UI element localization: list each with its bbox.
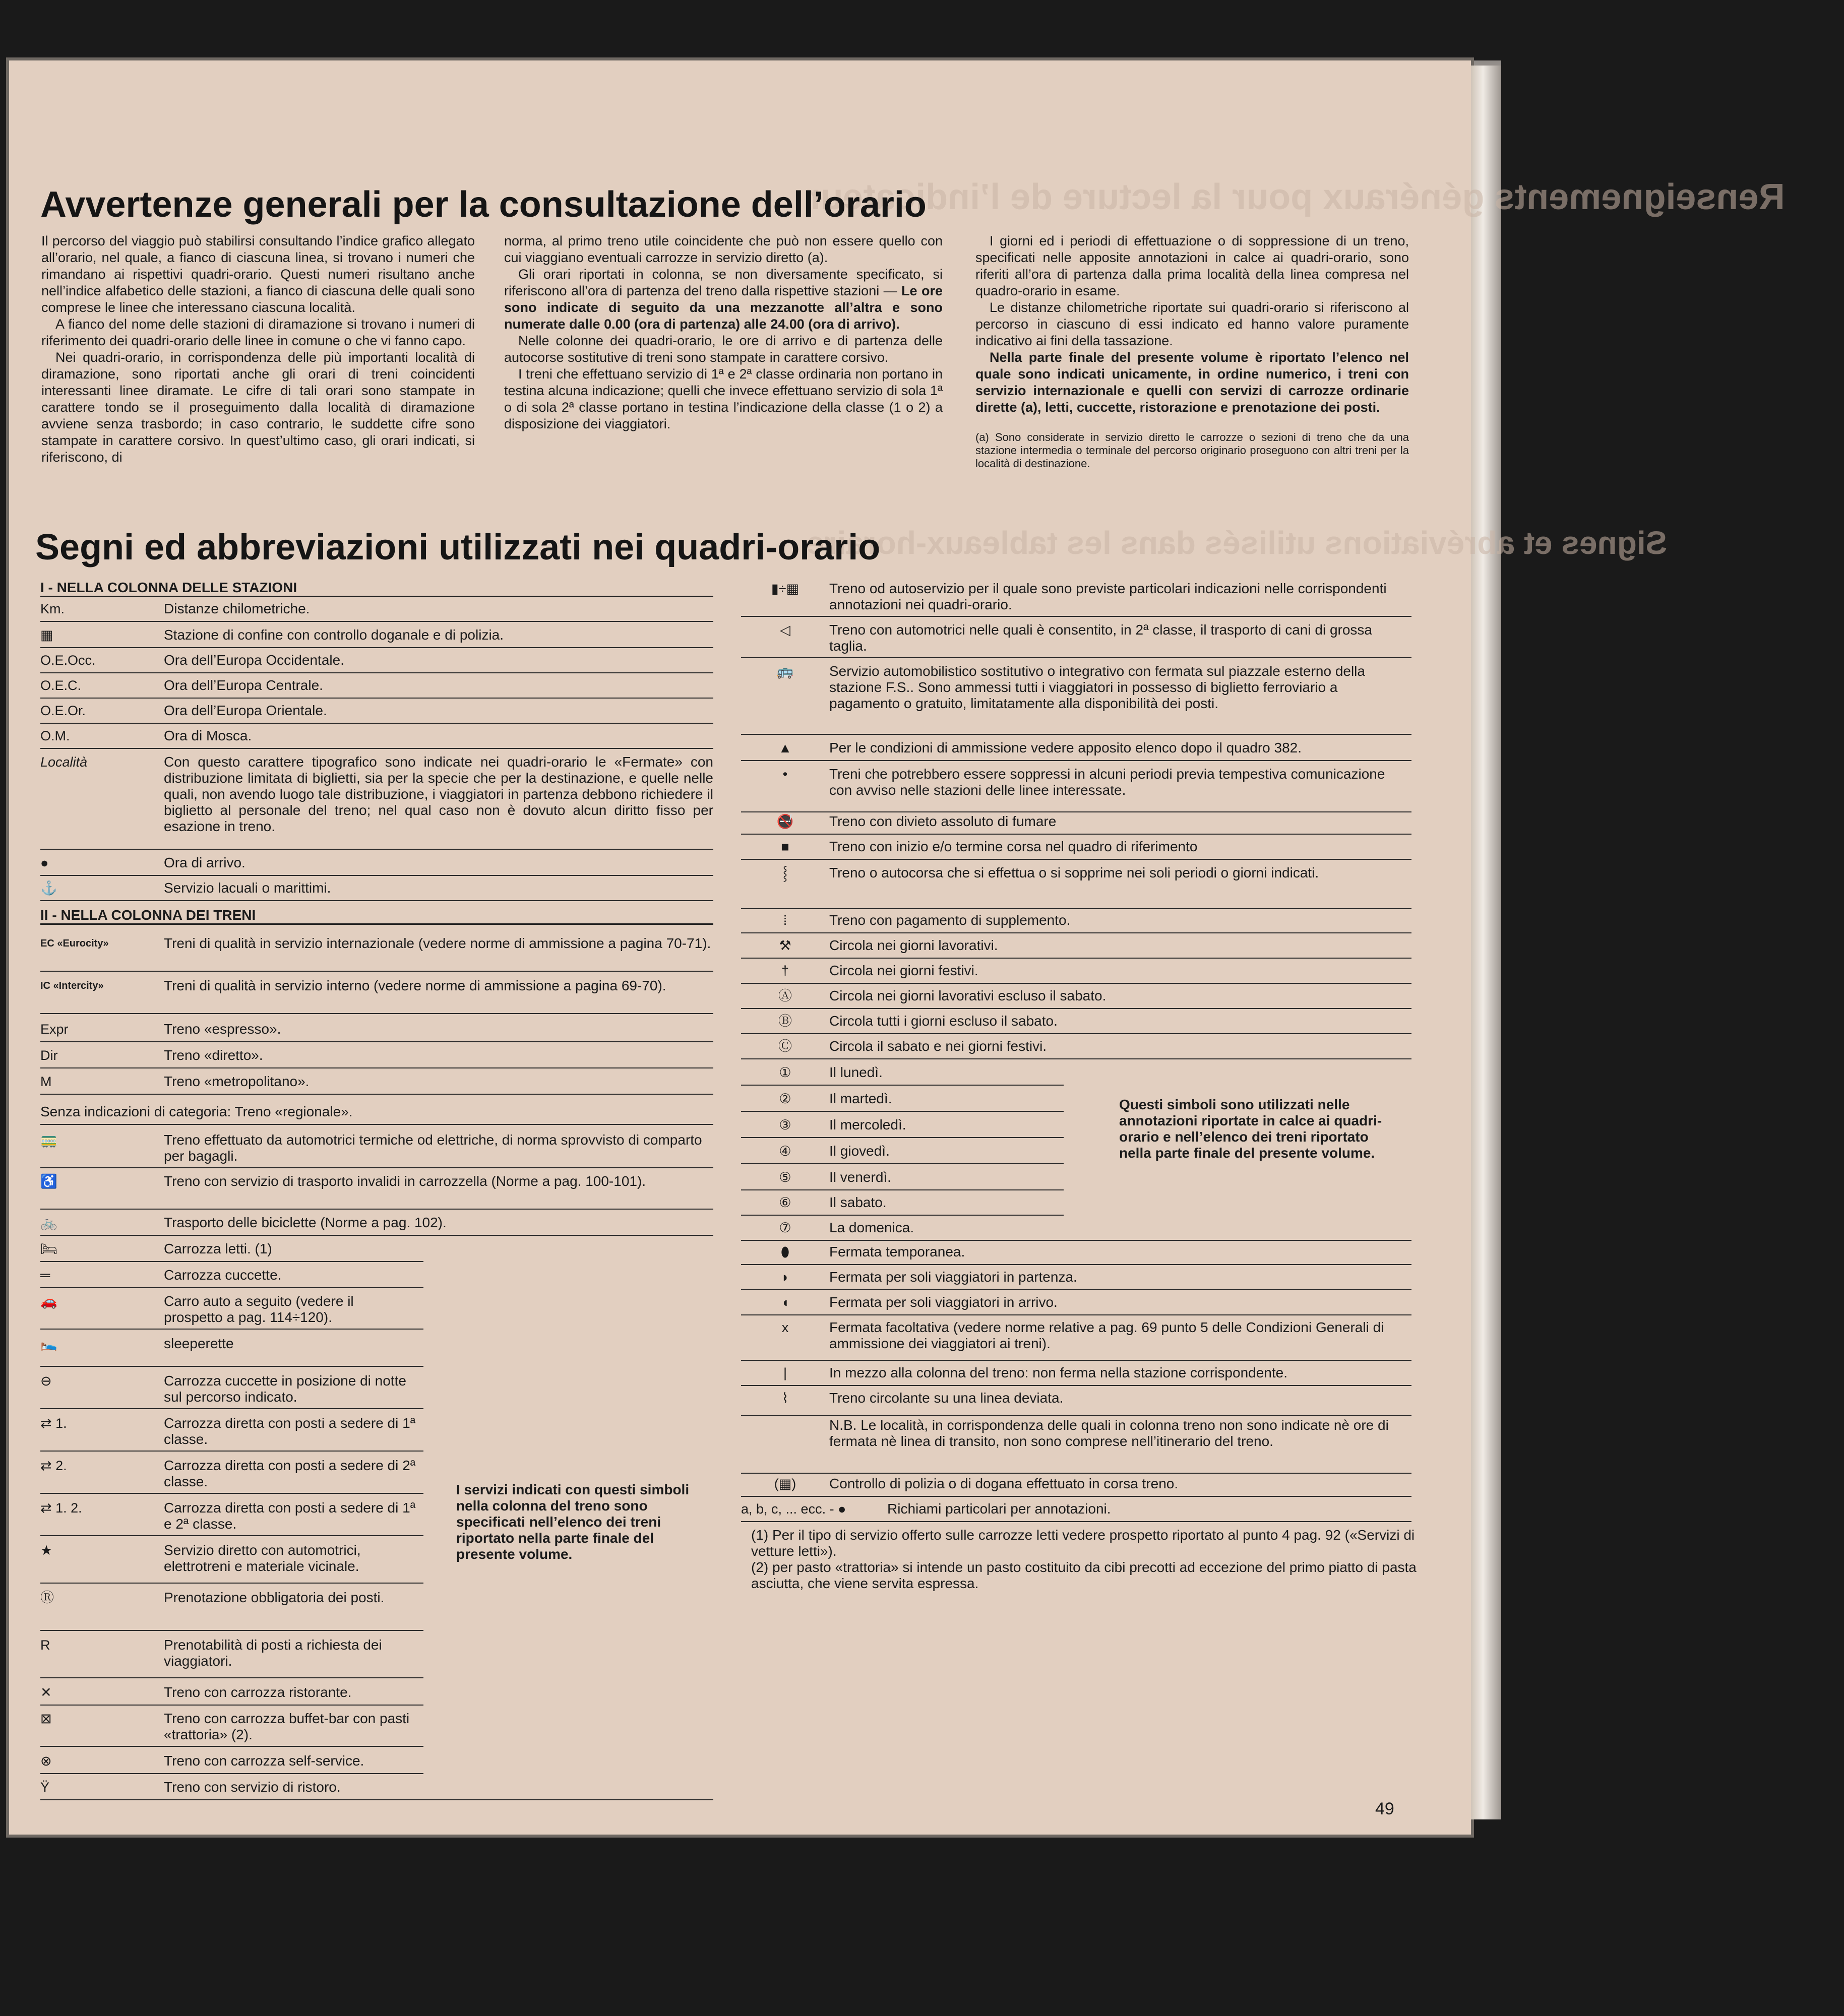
table-row: [40, 1415, 423, 1452]
table-row: [741, 963, 1411, 984]
intro-text: Gli orari riportati in colonna, se non diversamente specificato, si riferiscono all’ora di partenza del treno dalla rispettive stazioni —: [504, 267, 943, 298]
no-category-note: Senza indicazioni di categoria: Treno «regionale».: [40, 1104, 713, 1125]
optional-reservation-icon: R: [40, 1637, 50, 1653]
description: Fermata per soli viaggiatori in arrivo.: [829, 1294, 1058, 1310]
services-note: I servizi indicati con questi simboli nella colonna del treno sono specificati nell’elenco dei treni riportato nella parte finale del presente volume.: [456, 1482, 690, 1562]
description: Treni che potrebbero essere soppressi in alcuni periodi previa tempestiva comunicazione con avviso nelle stazioni delle linee interessate.: [829, 766, 1385, 798]
description: Carrozza diretta con posti a sedere di 2ª classe.: [164, 1458, 416, 1489]
symbol: O.E.C.: [40, 678, 82, 693]
description: In mezzo alla colonna del treno: non ferma nella stazione corrispondente.: [829, 1365, 1287, 1380]
table-row: [40, 1753, 423, 1774]
book-page-edge: [1471, 66, 1501, 1819]
circled-3-icon: ③: [779, 1117, 791, 1132]
description: Per le condizioni di ammissione vedere apposito elenco dopo il quadro 382.: [829, 740, 1302, 755]
intro-bold-text: Le ore sono indicate di seguito da una mezzanotte all’altra e sono numerate dalle 0.00 (ora di partenza) alle 24.00 (ora di arrivo).: [504, 283, 943, 332]
intro-column-3: [975, 233, 1409, 470]
table-row: [40, 978, 713, 1014]
description: Il giovedì.: [829, 1143, 890, 1159]
table-row: [40, 1684, 423, 1706]
description: Treno con automotrici nelle quali è consentito, in 2ª classe, il trasporto di cani di grossa taglia.: [829, 622, 1372, 654]
description: Circola tutti i giorni escluso il sabato.: [829, 1013, 1058, 1029]
table-row: [741, 1013, 1411, 1034]
temporary-stop-icon: ⬮: [781, 1244, 789, 1259]
footnotes: [751, 1527, 1417, 1592]
table-row: [741, 839, 1411, 860]
circled-5-icon: ⑤: [779, 1170, 791, 1185]
restaurant-icon: ✕: [40, 1685, 52, 1700]
table-row: [741, 937, 1411, 959]
bullet-icon: •: [782, 767, 788, 782]
bleed-through-title: Renseignements généraux pour la lecture de l’indicateur: [807, 177, 1785, 217]
table-row: [40, 1021, 713, 1042]
description: Treno con inizio e/o termine corsa nel quadro di riferimento: [829, 839, 1198, 854]
table-row: [40, 1711, 423, 1747]
description: Prenotazione obbligatoria dei posti.: [164, 1590, 385, 1605]
through-car-1st-icon: ⇄ 1.: [40, 1416, 67, 1431]
description: Circola nei giorni lavorativi escluso il sabato.: [829, 988, 1107, 1003]
description: Treno «espresso».: [164, 1021, 281, 1037]
description: Treno od autoservizio per il quale sono previste particolari indicazioni nelle corrispondenti annotazioni nei quadri-orario.: [829, 581, 1387, 612]
description: Treni di qualità in servizio interno (vedere norme di ammissione a pagina 69-70).: [164, 978, 666, 993]
table-row: [40, 880, 713, 901]
circled-b-icon: Ⓑ: [778, 1014, 792, 1029]
table-row: [40, 1779, 713, 1800]
circled-4-icon: ④: [779, 1144, 791, 1159]
intercity-icon: IC «Intercity»: [40, 980, 104, 991]
table-row: [741, 1476, 1411, 1497]
table-row: [741, 1269, 1411, 1290]
intro-paragraph: I treni che effettuano servizio di 1ª e 2ª classe ordinaria non portano in testina alcuna indicazione; quelli che invece effettuano servizio di sola 1ª o di sola 2ª classe portano in testina l’indicazione della classe (1 o 2) a disposizione dei viaggiatori.: [504, 366, 943, 431]
station-column-heading: I - NELLA COLONNA DELLE STAZIONI: [40, 580, 713, 597]
description: Ora dell’Europa Orientale.: [164, 703, 327, 718]
table-row: [741, 1038, 1411, 1059]
train-column-heading: II - NELLA COLONNA DEI TRENI: [40, 907, 713, 925]
description: Il martedì.: [829, 1091, 892, 1106]
description: Richiami particolari per annotazioni.: [887, 1501, 1111, 1517]
table-row: [40, 1267, 423, 1288]
optional-stop-icon: x: [781, 1320, 789, 1335]
table-row: [40, 1590, 423, 1631]
intro-footnote: (a) Sono considerate in servizio diretto le carrozze o sezioni di treno che da una stazione intermedia o terminale del percorso originario proseguono con altri treni per la località di destinazione.: [975, 431, 1409, 470]
table-row: [40, 677, 713, 699]
arrival-icon: ●: [40, 855, 49, 870]
description: Treno con servizio di trasporto invalidi in carrozzella (Norme a pag. 100-101).: [164, 1173, 646, 1189]
symbol: M: [40, 1074, 52, 1089]
circled-7-icon: ⑦: [779, 1220, 791, 1235]
table-row: [40, 1458, 423, 1494]
intro-paragraph: A fianco del nome delle stazioni di diramazione si trovano i numeri di riferimento dei quadri-orario delle linee in comune o che vi fanno capo.: [41, 317, 475, 348]
square-icon: ■: [781, 839, 789, 854]
arrival-stop-icon: ◖: [781, 1295, 789, 1310]
description: Trasporto delle biciclette (Norme a pag. 102).: [164, 1215, 447, 1230]
table-row: [741, 1091, 1064, 1112]
description: Treno con carrozza ristorante.: [164, 1684, 352, 1700]
reference-letters: a, b, c, ... ecc. - ●: [741, 1501, 846, 1517]
triangle-icon: ▲: [778, 740, 792, 755]
table-row: [40, 601, 713, 622]
table-row: [741, 813, 1411, 835]
table-row: [741, 1244, 1411, 1265]
customs-control-icon: (▦): [774, 1476, 796, 1491]
description: Treni di qualità in servizio internazionale (vedere norme di ammissione a pagina 70-71).: [164, 935, 711, 951]
description: Controllo di polizia o di dogana effettuato in corsa treno.: [829, 1476, 1179, 1491]
vertical-bar-icon: |: [783, 1365, 787, 1380]
section-title: Segni ed abbreviazioni utilizzati nei quadri-orario: [35, 527, 881, 568]
table-row: [40, 1373, 423, 1409]
description: Ora di Mosca.: [164, 728, 252, 743]
table-row: [741, 1365, 1411, 1386]
table-row: [40, 935, 713, 972]
description: Treno «metropolitano».: [164, 1074, 310, 1089]
symbols-note: Questi simboli sono utilizzati nelle annotazioni riportate in calce ai quadri-orario e nell’elenco dei treni riportato nella parte finale del presente volume.: [1119, 1097, 1382, 1161]
description: Ora dell’Europa Centrale.: [164, 677, 323, 693]
description: Carrozza cuccette in posizione di notte sul percorso indicato.: [164, 1373, 406, 1405]
table-row: [741, 1501, 1411, 1522]
table-row: [40, 1637, 423, 1678]
table-row: [40, 1542, 423, 1584]
description: Treno effettuato da automotrici termiche od elettriche, di norma sprovvisto di comparto per bagagli.: [164, 1132, 702, 1164]
circled-6-icon: ⑥: [779, 1195, 791, 1210]
refreshment-icon: Ÿ: [40, 1780, 50, 1795]
cross-icon: †: [781, 963, 789, 978]
table-row: [40, 1132, 713, 1168]
table-row: [741, 1194, 1064, 1216]
couchette-icon: ═: [40, 1268, 50, 1283]
description: Fermata per soli viaggiatori in partenza.: [829, 1269, 1077, 1285]
table-row: [741, 1169, 1064, 1190]
intro-paragraph: I giorni ed i periodi di effettuazione o di soppressione di un treno, specificati nelle apposite annotazioni in calce ai quadri-orario, sono riferiti all’ora di partenza dalla prima località della linea compresa nel quadro-orario in esame.: [975, 233, 1409, 298]
table-row: [741, 865, 1411, 909]
symbol: O.E.Or.: [40, 703, 86, 718]
deviated-line-icon: ⌇: [781, 1391, 789, 1406]
intro-paragraph: [504, 266, 943, 333]
intro-paragraph: Nei quadri-orario, in corrispondenza delle più importanti località di diramazione, sono riportati anche gli orari di treni coincidenti interessanti linee diramate. Le cifre di tali orari sono stampate in carattere tondo se il proseguimento dalla località di diramazione avviene senza trasbordo; in caso contrario, le suddette cifre sono stampate in carattere corsivo. In quest’ultimo caso, gli orari indicati, si riferiscono, di: [41, 350, 475, 465]
departure-stop-icon: ◗: [781, 1270, 789, 1285]
description: Fermata temporanea.: [829, 1244, 965, 1259]
description: Treno circolante su una linea deviata.: [829, 1390, 1064, 1406]
description: Treno con divieto assoluto di fumare: [829, 813, 1057, 829]
description: Servizio automobilistico sostitutivo o integrativo con fermata sul piazzale esterno della stazione F.S.. Sono ammessi tutti i viaggiatori in possesso di biglietto ferroviario a pagamento o gratuito, limitatamente alla disponibilità dei posti.: [829, 663, 1365, 711]
intro-column-2: [504, 233, 943, 432]
description: Circola nei giorni festivi.: [829, 963, 978, 978]
table-row: [741, 766, 1411, 812]
description: Treno «diretto».: [164, 1047, 263, 1063]
footnote: (1) Per il tipo di servizio offerto sulle carrozze letti vedere prospetto riportato al punto 4 pag. 92 («Servizi di vetture letti»).: [751, 1527, 1415, 1559]
description: Ora di arrivo.: [164, 855, 245, 870]
description: Servizio lacuali o marittimi.: [164, 880, 331, 896]
table-row: [741, 581, 1411, 617]
table-row: [40, 1241, 423, 1262]
symbol: Km.: [40, 601, 65, 616]
hammers-icon: ⚒: [779, 938, 791, 953]
table-row: [40, 1173, 713, 1210]
table-row: [741, 1390, 1411, 1416]
description: Treno con servizio di ristoro.: [164, 1779, 341, 1795]
intro-paragraph: norma, al primo treno utile coincidente che può non essere quello con cui viaggiano eventuali carrozze in servizio diretto (a).: [504, 233, 943, 265]
description: Carrozza diretta con posti a sedere di 1ª e 2ª classe.: [164, 1500, 416, 1532]
description: Stazione di confine con controllo doganale e di polizia.: [164, 627, 504, 643]
description: Il venerdì.: [829, 1169, 891, 1185]
bus-icon: 🚌: [776, 664, 794, 679]
description: Circola il sabato e nei giorni festivi.: [829, 1038, 1047, 1054]
description: Ora dell’Europa Occidentale.: [164, 652, 344, 668]
table-row: [40, 1293, 423, 1330]
description: Distanze chilometriche.: [164, 601, 310, 616]
intro-paragraph: Nelle colonne dei quadri-orario, le ore di arrivo e di partenza delle autocorse sostitutive di treni sono stampate in carattere corsivo.: [504, 333, 943, 365]
buffet-bar-icon: ⊠: [40, 1711, 52, 1726]
description: Carrozza letti. (1): [164, 1241, 272, 1256]
table-row: [741, 988, 1411, 1009]
page-number: 49: [1375, 1799, 1394, 1818]
sleeperette-icon: 🛌: [40, 1336, 57, 1351]
description: sleeperette: [164, 1336, 234, 1351]
sleeping-car-icon: 🛏: [40, 1241, 58, 1256]
star-icon: ★: [40, 1543, 53, 1558]
description: Il lunedì.: [829, 1064, 883, 1080]
footnote: (2) per pasto «trattoria» si intende un pasto costituito da cibi precotti ad eccezione del primo piatto di pasta asciutta, che viene servita espressa.: [751, 1559, 1417, 1591]
description: Con questo carattere tipografico sono indicate nei quadri-orario le «Fermate» con distribuzione limitata di biglietti, sia per la specie che per la destinazione, e quelle nelle quali, non avendo luogo tale distribuzione, i viaggiatori in partenza debbono richiedere il biglietto al personale del treno; nel qual caso non è dovuto alcun diritto fisso per esazione in treno.: [164, 754, 713, 834]
table-row: [40, 1215, 713, 1236]
table-row: [741, 1417, 1411, 1474]
railcar-icon: 🚃: [40, 1132, 57, 1148]
intro-paragraph: Le distanze chilometriche riportate sui quadri-orario si riferiscono al percorso in ciascuno di essi indicato ed hanno valore puramente indicativo ai fini della tassazione.: [975, 300, 1409, 348]
table-row: [40, 1074, 713, 1095]
night-couchette-icon: ⊖: [40, 1373, 52, 1389]
no-smoking-icon: 🚭: [776, 814, 794, 829]
description: Il sabato.: [829, 1194, 887, 1210]
description: Treno con carrozza self-service.: [164, 1753, 364, 1769]
symbol: Dir: [40, 1048, 58, 1063]
car-transport-icon: 🚗: [40, 1294, 57, 1309]
circled-c-icon: Ⓒ: [778, 1039, 792, 1054]
description: Servizio diretto con automotrici, elettrotreni e materiale vicinale.: [164, 1542, 361, 1574]
description: Carro auto a seguito (vedere il prospetto a pag. 114÷120).: [164, 1293, 354, 1325]
table-row: [40, 703, 713, 724]
symbol: Expr: [40, 1022, 69, 1037]
table-row: [741, 1064, 1064, 1086]
description: Treno con carrozza buffet-bar con pasti «trattoria» (2).: [164, 1711, 410, 1742]
table-row: [40, 855, 713, 876]
table-row: [741, 622, 1411, 658]
description: Il mercoledì.: [829, 1117, 906, 1132]
mandatory-reservation-icon: Ⓡ: [40, 1590, 54, 1605]
nb-note: N.B. Le località, in corrispondenza delle quali in colonna treno non sono indicate nè ore di fermata nè linea di transito, non sono comprese nell’itinerario del treno.: [829, 1417, 1389, 1449]
table-row: [40, 627, 713, 648]
table-row: [40, 728, 713, 749]
description: Treno o autocorsa che si effettua o si sopprime nei soli periodi o giorni indicati.: [829, 865, 1319, 880]
circled-a-icon: Ⓐ: [778, 988, 792, 1003]
description: Treno con pagamento di supplemento.: [829, 912, 1071, 928]
symbol: O.E.Occ.: [40, 653, 96, 668]
intro-column-1: [41, 233, 475, 466]
supplement-icon: ⁞: [783, 913, 787, 928]
page-title: Avvertenze generali per la consultazione dell’orario: [40, 184, 927, 225]
wavy-line-icon: ⸾: [782, 865, 788, 880]
table-row: [741, 1319, 1411, 1361]
table-row: [741, 1220, 1411, 1241]
symbol: Località: [40, 754, 88, 770]
table-row: [40, 652, 713, 673]
intro-paragraph: Il percorso del viaggio può stabilirsi consultando l’indice grafico allegato all’orario, nel quale, a fianco di ciascuna linea, si trovano i numeri che rimandano ai rispettivi quadri-orario. Questi numeri risultano anche nell’indice alfabetico delle stazioni, a fianco di ciascuna delle quali sono comprese le linee che interessano ciascuna località.: [41, 233, 475, 315]
description: Fermata facoltativa (vedere norme relative a pag. 69 punto 5 delle Condizioni Generali di ammissione dei viaggiatori ai treni).: [829, 1319, 1384, 1351]
table-row: [741, 1117, 1064, 1138]
intro-paragraph: [975, 349, 1409, 416]
table-row: [741, 740, 1411, 761]
border-station-icon: ▦: [40, 627, 53, 643]
through-car-both-icon: ⇄ 1. 2.: [40, 1500, 82, 1516]
wheelchair-icon: ♿: [40, 1174, 57, 1189]
anchor-icon: ⚓: [40, 880, 57, 896]
table-row: [741, 663, 1411, 735]
intro-bold-text: Nella parte finale del presente volume è riportato l’elenco nel quale sono indicati unicamente, in ordine numerico, i treni con servizio internazionale e quelli con servizi di carrozze ordinarie dirette (a), letti, cuccette, ristorazione e prenotazione dei posti.: [975, 350, 1409, 415]
dog-icon: ◁: [780, 622, 790, 638]
circled-1-icon: ①: [779, 1065, 791, 1080]
bleed-through-title-2: Signes et abréviations utilisés dans les tableaux-horaire: [807, 525, 1668, 561]
description: Carrozza diretta con posti a sedere di 1ª classe.: [164, 1415, 416, 1447]
circled-2-icon: ②: [779, 1091, 791, 1106]
eurocity-icon: EC «Eurocity»: [40, 938, 109, 949]
table-row: [40, 1047, 713, 1068]
annotation-icon: ▮÷▦: [771, 581, 800, 596]
table-row: [741, 1143, 1064, 1164]
through-car-2nd-icon: ⇄ 2.: [40, 1458, 67, 1473]
description: Carrozza cuccette.: [164, 1267, 282, 1283]
table-row: [741, 1294, 1411, 1315]
table-row: [741, 912, 1411, 933]
description: La domenica.: [829, 1220, 914, 1235]
bicycle-icon: 🚲: [40, 1215, 57, 1230]
table-row: [40, 754, 713, 850]
table-row: [40, 1336, 423, 1367]
table-row: [40, 1500, 423, 1536]
description: Prenotabilità di posti a richiesta dei viaggiatori.: [164, 1637, 382, 1669]
symbol: O.M.: [40, 728, 70, 743]
self-service-icon: ⊗: [40, 1753, 52, 1769]
description: Circola nei giorni lavorativi.: [829, 937, 998, 953]
